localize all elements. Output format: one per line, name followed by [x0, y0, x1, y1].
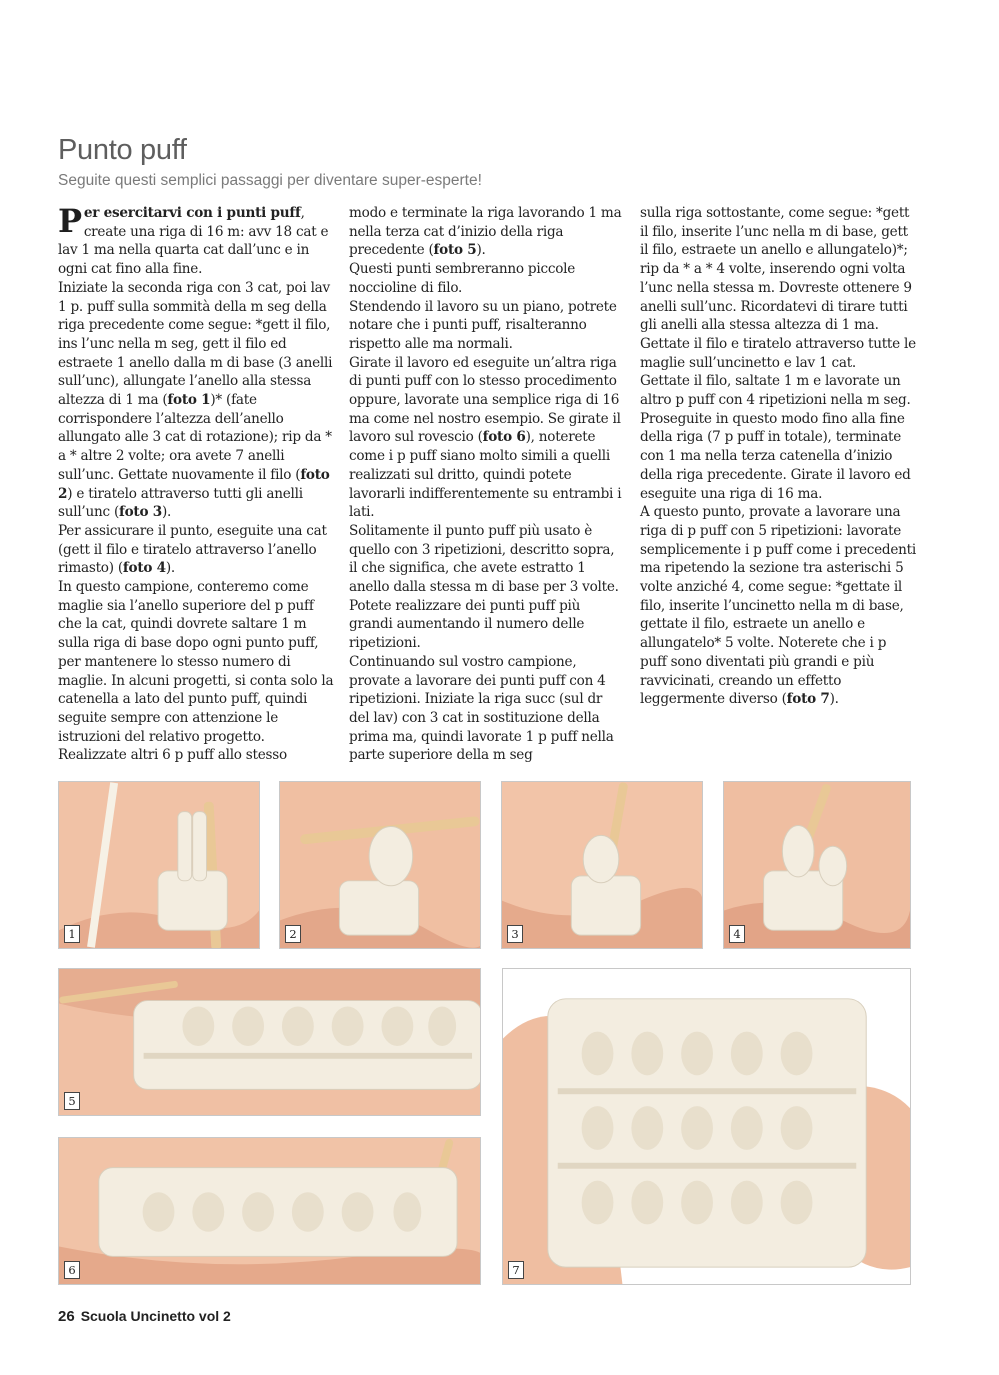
paragraph: Stendendo il lavoro su un piano, potrete notare che i punti puff, risalteranno rispetto alle ma normali.: [349, 298, 617, 352]
photo-number: 5: [64, 1092, 80, 1110]
photo-1: [58, 781, 260, 949]
text-column-3: [640, 204, 916, 709]
photo-7: [502, 968, 911, 1285]
crochet-step-photo-icon: [502, 782, 702, 948]
paragraph: Solitamente il punto puff più usato è quello con 3 ripetizioni, descritto sopra, il che significa, che avete estratto 1 anello dalla stessa m di base per 3 volte. Potete realizzare dei punti puff più grandi aumentando il numero delle ripetizioni.: [349, 522, 619, 652]
paragraph: Per esercitarvi con i punti puff, create una riga di 16 m: avv 18 cat e lav 1 ma nella quarta cat dall’unc e in ogni cat fino alla fine.: [58, 202, 329, 278]
text-column-1: [58, 204, 334, 765]
paragraph: Questi punti sembreranno piccole noccioline di filo.: [349, 261, 576, 296]
paragraph: Realizzate altri 6 p puff allo stesso: [58, 747, 287, 764]
photo-number: 4: [729, 925, 745, 943]
paragraph: Iniziate la seconda riga con 3 cat, poi lav 1 p. puff sulla sommità della m seg della riga precedente come segue: *gett il filo, ins l’unc nella m seg, gett il filo ed estraete 1 anello dalla m di base (3 anelli sull’unc), allungate l’anello alla stessa altezza di 1 ma (foto 1)* (fate corrispondere l’altezza dell’anello allungato alle 3 cat di rotazione); rip da * a * altre 2 volte; ora avete 7 anelli sull’unc. Gettate nuovamente il filo (foto 2) e tiratelo attraverso tutti gli anelli sull’unc (foto 3).: [58, 279, 333, 521]
photo-reference: foto 4: [122, 560, 166, 577]
crochet-row-photo-icon: [59, 1138, 480, 1284]
page-title: Punto puff: [58, 134, 187, 166]
paragraph: Per assicurare il punto, eseguite una cat (gett il filo e tiratelo attraverso l’anello rimasto) (foto 4).: [58, 522, 327, 577]
paragraph: sulla riga sottostante, come segue: *gett il filo, inserite l’unc nella m di base, gett il filo, estraete un anello e allungatelo)*; rip da * a * 4 volte, inserendo ogni volta l’unc nella stessa m. Dovreste ottenere 9 anelli sull’unc. Ricordatevi di tirare tutti gli anelli alla stessa altezza di 1 ma.: [640, 205, 912, 334]
photo-6: [58, 1137, 481, 1285]
paragraph: In questo campione, conteremo come maglie sia l’anello superiore del p puff che la cat, quindi dovrete saltare 1 m sulla riga di base dopo ogni punto puff, per mantenere lo stesso numero di maglie. In alcuni progetti, si conta solo la catenella a lato del punto puff, quindi seguite sempre con attenzione le istruzioni del relativo progetto.: [58, 579, 334, 745]
photo-4: [723, 781, 911, 949]
photo-3: [501, 781, 703, 949]
paragraph: A questo punto, provate a lavorare una riga di p puff con 5 ripetizioni: lavorate semplicemente i p puff come i precedenti ma ripetendo la sezione tra asterischi 5 volte anziché 4, come segue: *gettate il filo, inserite l’uncinetto nella m di base, gettate il filo, estraete un anello e allungatelo* 5 volte. Noterete che i p puff sono diventati più grandi e più ravvicinati, creando un effetto leggermente diverso (foto 7).: [640, 504, 916, 708]
paragraph: Gettate il filo e tiratelo attraverso tutte le maglie sull’uncinetto e lav 1 cat.: [640, 335, 916, 371]
photo-number: 3: [507, 925, 523, 943]
crochet-step-photo-icon: [724, 782, 910, 948]
page-number: 26: [58, 1308, 75, 1325]
photo-5: [58, 968, 481, 1116]
paragraph: Gettate il filo, saltate 1 m e lavorate un altro p puff con 4 ripetizioni nella m seg. Proseguite in questo modo fino alla fine della riga (7 p puff in totale), terminate con 1 ma nella terza catenella d’inizio della riga precedente. Girate il lavoro ed eseguite una riga di 16 ma.: [640, 373, 911, 502]
text-column-2: [349, 204, 625, 765]
paragraph: Continuando sul vostro campione, provate a lavorare dei punti puff con 4 ripetizioni. Iniziate la riga succ (sul dr del lav) con 3 cat in sostituzione della prima ma, quindi lavorate 1 p puff nella parte superiore della m seg: [349, 653, 614, 764]
crochet-swatch-photo-icon: [503, 969, 910, 1284]
photo-number: 7: [508, 1261, 524, 1279]
publication-name: Scuola Uncinetto vol 2: [80, 1308, 231, 1324]
page-footer: [58, 1308, 231, 1325]
crochet-step-photo-icon: [280, 782, 480, 948]
drop-cap: P: [58, 202, 82, 240]
photo-reference: foto 5: [433, 242, 477, 259]
page-subtitle: Seguite questi semplici passaggi per diventare super-esperte!: [58, 172, 482, 189]
photo-reference: foto 3: [119, 504, 162, 521]
photo-reference: foto 1: [167, 392, 211, 409]
photo-reference: foto 7: [786, 691, 830, 708]
crochet-row-photo-icon: [59, 969, 480, 1115]
photo-number: 6: [64, 1261, 80, 1279]
photo-number: 2: [285, 925, 301, 943]
photo-reference: foto 6: [482, 429, 526, 446]
photo-reference: foto 2: [58, 466, 330, 502]
paragraph: modo e terminate la riga lavorando 1 ma nella terza cat d’inizio della riga precedente (foto 5).: [349, 205, 622, 259]
paragraph: Girate il lavoro ed eseguite un’altra riga di punti puff con lo stesso procedimento oppure, lavorate una semplice riga di 16 ma come nel nostro esempio. Se girate il lavoro sul rovescio (foto 6), noterete come i p puff siano molto simili a quelli realizzati sul dritto, quindi potete lavorarli indifferentemente su entrambi i lati.: [349, 354, 622, 521]
crochet-step-photo-icon: [59, 782, 259, 948]
photo-number: 1: [64, 925, 80, 943]
photo-2: [279, 781, 481, 949]
